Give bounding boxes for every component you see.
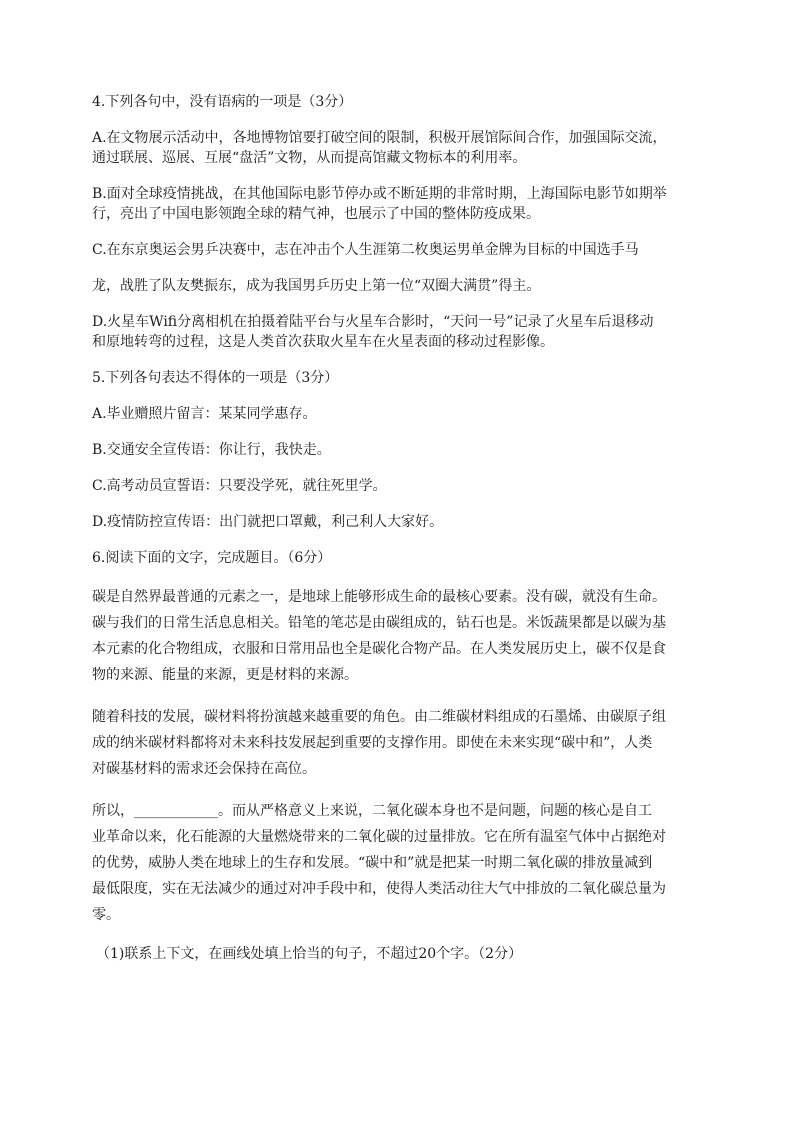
passage-paragraph-3	[92, 798, 704, 928]
paragraph-3-line-2: 业革命以来，化石能源的大量燃烧带来的二氧化碳的过量排放。它在所有温室气体中占据绝对	[92, 829, 666, 845]
question-4-option-b	[92, 184, 704, 224]
question-4-title	[92, 92, 704, 112]
question-5-option-c	[92, 476, 704, 496]
question-6-title	[92, 548, 704, 568]
option-a-line-2: 通过联展、巡展、互展“盘活”文物，从而提高馆藏文物标本的利用率。	[92, 150, 527, 166]
paragraph-3-line-5: 零。	[92, 907, 120, 923]
paragraph-1-line-2: 碳与我们的日常生活息息相关。铅笔的笔芯是由碳组成的，钻石也是。米饭蔬果都是以碳为基	[92, 615, 666, 631]
q5-option-d-text: D.疫情防控宣传语：出门就把口罩戴，利己利人大家好。	[92, 514, 444, 530]
paragraph-3-line-3: 的优势，威胁人类在地球上的生存和发展。“碳中和”就是把某一时期二氧化碳的排放量减到	[92, 855, 653, 871]
option-b-line-1: B.面对全球疫情挑战，在其他国际电影节停办或不断延期的非常时期，上海国际电影节如期举	[92, 186, 667, 202]
question-6-sub-1	[96, 944, 704, 964]
option-c-line-1: C.在东京奥运会男乒决赛中，志在冲击个人生涯第二枚奥运男单金牌为目标的中国选手马	[92, 242, 639, 258]
paragraph-3-line-4: 最低限度，实在无法减少的通过对冲手段中和，使得人类活动往大气中排放的二氧化碳总量为	[92, 881, 666, 897]
sub-question-1-text: （1)联系上下文，在画线处填上恰当的句子，不超过20个字。（2分）	[96, 946, 523, 962]
paragraph-2-line-1: 随着科技的发展，碳材料将扮演越来越重要的角色。由二维碳材料组成的石墨烯、由碳原子组	[92, 709, 666, 725]
question-5-option-a	[92, 404, 704, 424]
question-5-title-text: 5.下列各句表达不得体的一项是（3分）	[92, 370, 339, 386]
option-d-line-1: D.火星车Wifi分离相机在拍摄着陆平台与火星车合影时，“天问一号”记录了火星车后退移动	[92, 314, 654, 330]
option-d-line-2: 和原地转弯的过程，这是人类首次获取火星车在火星表面的移动过程影像。	[92, 334, 554, 350]
paragraph-2-line-3: 对碳基材料的需求还会保持在高位。	[92, 761, 316, 777]
question-4-option-c	[92, 240, 704, 296]
paragraph-1-line-4: 物的来源、能量的来源，更是材料的来源。	[92, 667, 358, 683]
q5-option-b-text: B.交通安全宣传语：你让行，我快走。	[92, 442, 331, 458]
question-5-option-b	[92, 440, 704, 460]
question-5-title	[92, 368, 704, 388]
q5-option-a-text: A.毕业赠照片留言：某某同学惠存。	[92, 406, 317, 422]
question-4-option-d	[92, 312, 704, 352]
question-6-title-text: 6.阅读下面的文字，完成题目。（6分）	[92, 550, 332, 566]
paragraph-1-line-1: 碳是自然界最普通的元素之一，是地球上能够形成生命的最核心要素。没有碳，就没有生命。	[92, 589, 666, 605]
q5-option-c-text: C.高考动员宣誓语：只要没学死，就往死里学。	[92, 478, 387, 494]
option-a-line-1: A.在文物展示活动中，各地博物馆要打破空间的限制，积极开展馆际间合作，加强国际交流，	[92, 130, 667, 146]
option-b-line-2: 行，亮出了中国电影领跑全球的精气神，也展示了中国的整体防疫成果。	[92, 206, 540, 222]
passage-paragraph-2	[92, 704, 704, 782]
question-5-option-d	[92, 512, 704, 532]
paragraph-1-line-3: 本元素的化合物组成，衣服和日常用品也全是碳化合物产品。在人类发展历史上，碳不仅是食	[92, 641, 666, 657]
paragraph-3-line-1: 所以，____________。而从严格意义上来说，二氧化碳本身也不是问题，问题的核心是自工	[92, 803, 652, 819]
passage-paragraph-1	[92, 584, 704, 688]
exam-page	[92, 92, 704, 980]
paragraph-2-line-2: 成的纳米碳材料都将对未来科技发展起到重要的支撑作用。即使在未来实现“碳中和”，人类	[92, 735, 653, 751]
option-c-line-2: 龙，战胜了队友樊振东，成为我国男乒历史上第一位“双圈大满贯”得主。	[92, 278, 541, 294]
question-4-option-a	[92, 128, 704, 168]
question-4-title-text: 4.下列各句中，没有语病的一项是（3分）	[92, 94, 353, 110]
